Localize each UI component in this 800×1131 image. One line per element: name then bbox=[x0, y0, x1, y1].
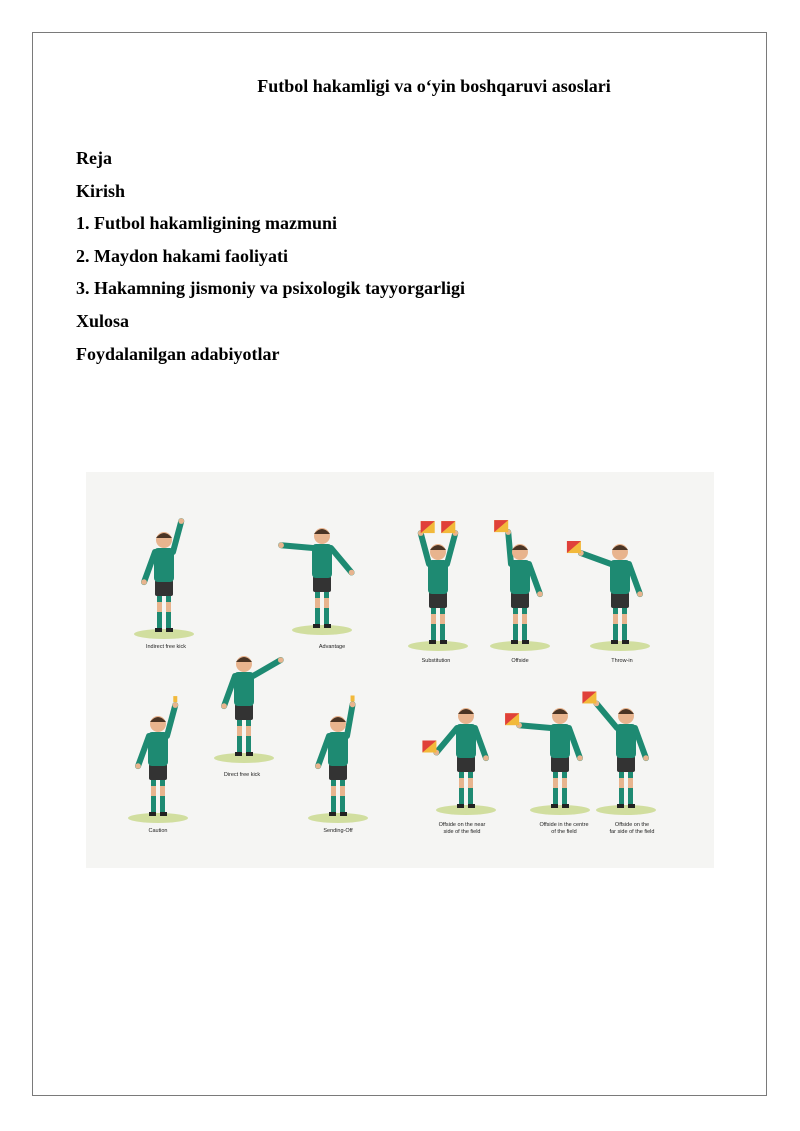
caption-indirect-free-kick: Indirect free kick bbox=[145, 644, 187, 650]
referee-signals-svg bbox=[86, 472, 714, 868]
grass-shadow bbox=[408, 641, 468, 651]
caption-offside-near-2: side of the field bbox=[443, 829, 481, 835]
toc-item-1: 1. Futbol hakamligining mazmuni bbox=[76, 213, 338, 234]
toc-item-references: Foydalanilgan adabiyotlar bbox=[76, 343, 280, 364]
caption-direct-free-kick: Direct free kick bbox=[223, 772, 261, 778]
caption-sending-off: Sending-Off bbox=[323, 828, 353, 834]
referee-figure-offside-centre bbox=[505, 708, 590, 815]
grass-shadow bbox=[596, 805, 656, 815]
caption-offside-centre-1: Offside in the centre bbox=[539, 822, 589, 828]
referee-figure-indirect-free-kick bbox=[134, 518, 194, 639]
grass-shadow bbox=[134, 629, 194, 639]
referee-figure-direct-free-kick bbox=[214, 656, 284, 763]
caption-offside-far-1: Offside on the bbox=[614, 822, 650, 828]
grass-shadow bbox=[308, 813, 368, 823]
caption-advantage: Advantage bbox=[318, 644, 346, 650]
referee-figure-offside bbox=[490, 520, 550, 651]
document-title: Futbol hakamligi va o‘yin boshqaruvi asoslari bbox=[257, 76, 611, 96]
toc-item-2: 2. Maydon hakami faoliyati bbox=[76, 245, 289, 266]
toc-item-3: 3. Hakamning jismoniy va psixologik tayyorgarligi bbox=[76, 278, 466, 299]
grass-shadow bbox=[436, 805, 496, 815]
caption-caution: Caution bbox=[148, 828, 168, 834]
caption-substitution: Substitution bbox=[421, 658, 451, 664]
caption-offside-near-1: Offside on the near bbox=[438, 822, 486, 828]
referee-figure-offside-near bbox=[422, 708, 496, 815]
referee-figure-advantage bbox=[278, 528, 354, 635]
toc-item-conclusion: Xulosa bbox=[76, 310, 130, 331]
referee-figure-throw-in bbox=[567, 541, 650, 651]
referee-figure-sending-off bbox=[308, 695, 368, 823]
referee-signals-illustration bbox=[86, 472, 714, 868]
grass-shadow bbox=[490, 641, 550, 651]
grass-shadow bbox=[292, 625, 352, 635]
referee-figure-caution bbox=[128, 696, 188, 823]
caption-offside-centre-2: of the field bbox=[551, 829, 577, 835]
toc-item-introduction: Kirish bbox=[76, 180, 126, 201]
table-of-contents bbox=[76, 142, 465, 370]
referee-figure-offside-far bbox=[582, 691, 656, 815]
referee-figure-substitution bbox=[408, 521, 468, 651]
caption-throw-in: Throw-in bbox=[611, 658, 633, 664]
grass-shadow bbox=[214, 753, 274, 763]
grass-shadow bbox=[590, 641, 650, 651]
grass-shadow bbox=[530, 805, 590, 815]
toc-heading: Reja bbox=[76, 148, 112, 168]
grass-shadow bbox=[128, 813, 188, 823]
caption-offside-far-2: far side of the field bbox=[609, 829, 655, 835]
caption-offside: Offside bbox=[511, 658, 529, 664]
